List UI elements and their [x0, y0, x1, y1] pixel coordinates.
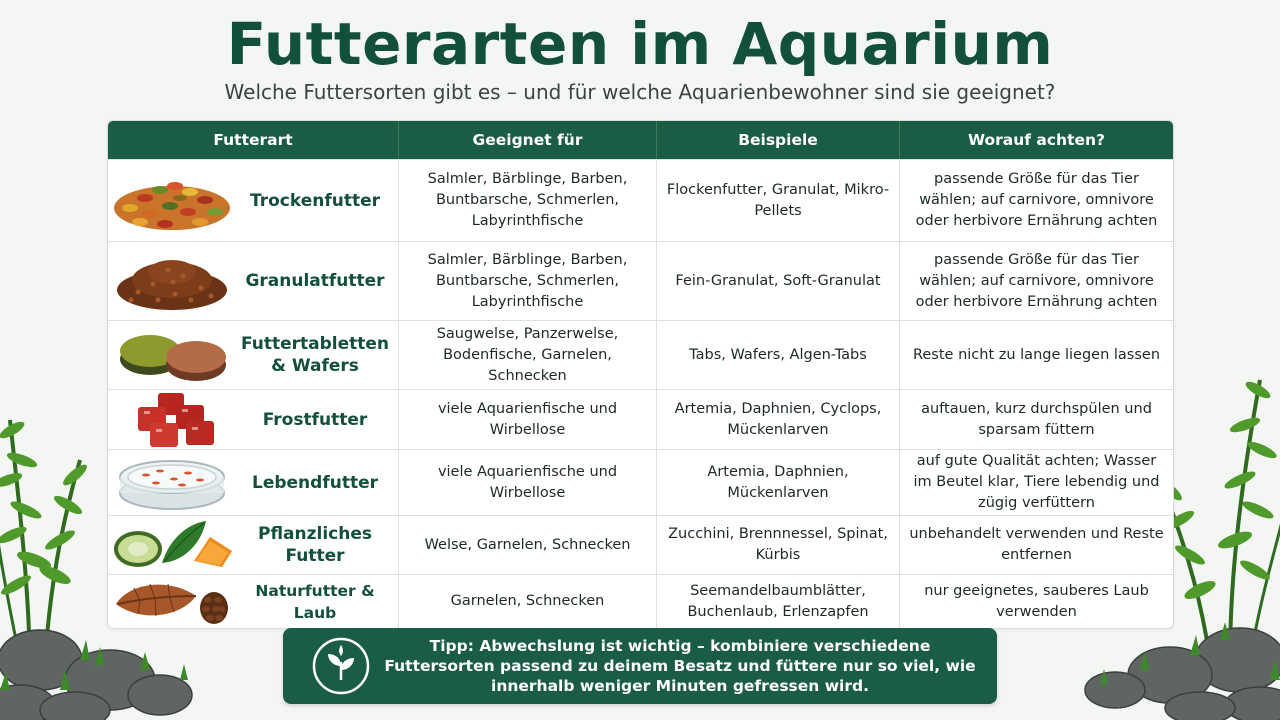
tip-box: [283, 628, 997, 704]
column-header-worauf-achten: Worauf achten?: [967, 131, 1106, 149]
examples-cell: Flockenfutter, Granulat, Mikro-Pellets: [657, 160, 900, 241]
sprout-icon: [311, 636, 371, 696]
table-row: [108, 449, 1173, 515]
examples-cell: Artemia, Daphnien, Mückenlarven: [657, 450, 900, 515]
table-row: [108, 159, 1173, 241]
column-header-beispiele: Beispiele: [657, 121, 900, 159]
notes-cell: nur geeignetes, sauberes Laub verwenden: [924, 582, 1149, 620]
type-name: Lebendfutter: [252, 472, 378, 493]
type-cell: [108, 450, 399, 515]
suitable-cell: Welse, Garnelen, Schnecken: [399, 516, 657, 574]
notes-cell: auftauen, kurz durchspülen und sparsam füttern: [921, 400, 1152, 438]
notes-cell: passende Größe für das Tier wählen; auf carnivore, omnivore oder herbivore Ernährung achten: [915, 251, 1158, 310]
type-name: Frostfutter: [262, 409, 368, 430]
table-row: [108, 389, 1173, 449]
type-cell: [108, 390, 399, 449]
tip-text: [371, 636, 997, 696]
tip-body: Abwechslung ist wichtig – kombiniere verschiedene Futtersorten passend zu deinem Besatz und füttere nur so viel, wie innerhalb weniger Minuten gefressen wird.: [384, 637, 976, 695]
page-subtitle: Welche Futtersorten gibt es – und für welche Aquarienbewohner sind sie geeignet?: [224, 80, 1056, 104]
table-row: [108, 241, 1173, 320]
examples-cell: Fein-Granulat, Soft-Granulat: [657, 242, 900, 320]
examples-cell: Tabs, Wafers, Algen-Tabs: [657, 321, 900, 389]
leaf-cone-icon: [110, 576, 234, 628]
table-header: [108, 121, 1173, 159]
suitable-cell: Saugwelse, Panzerwelse, Bodenfische, Garnelen, Schnecken: [399, 321, 657, 389]
type-cell: [108, 242, 399, 320]
type-name: Granulatfutter: [245, 271, 385, 291]
examples-cell: Zucchini, Brennnessel, Spinat, Kürbis: [657, 516, 900, 574]
table-row: [108, 320, 1173, 389]
examples-cell: Seemandelbaumblätter, Buchenlaub, Erlenzapfen: [657, 575, 900, 628]
page-title: Futterarten im Aquarium: [226, 10, 1054, 78]
table-row: [108, 574, 1173, 628]
notes-cell: Reste nicht zu lange liegen lassen: [912, 346, 1161, 363]
column-header-futterart: Futterart: [108, 121, 399, 159]
notes-cell: unbehandelt verwenden und Reste entfernen: [909, 526, 1164, 563]
live-food-dish-icon: [116, 453, 228, 513]
type-cell: [108, 516, 399, 574]
suitable-cell: Salmler, Bärblinge, Barben, Buntbarsche, Schmerlen, Labyrinthfische: [399, 160, 657, 241]
type-name: Trockenfutter: [249, 190, 380, 211]
suitable-cell: viele Aquarienfische und Wirbellose: [399, 450, 657, 515]
vegetables-icon: [110, 517, 234, 573]
flakes-icon: [110, 168, 234, 234]
suitable-cell: viele Aquarienfische und Wirbellose: [399, 390, 657, 449]
suitable-cell: Garnelen, Schnecken: [399, 575, 657, 628]
tablets-icon: [114, 325, 230, 385]
examples-cell: Artemia, Daphnien, Cyclops, Mückenlarven: [657, 390, 900, 449]
granules-icon: [113, 250, 231, 312]
type-name: Pflanzliches Futter: [257, 524, 372, 566]
type-cell: [108, 160, 399, 241]
type-name: Futtertabletten & Wafers: [240, 334, 390, 376]
tip-label: Tipp:: [429, 637, 474, 655]
notes-cell: passende Größe für das Tier wählen; auf carnivore, omnivore oder herbivore Ernährung achten: [915, 171, 1158, 229]
suitable-cell: Salmler, Bärblinge, Barben, Buntbarsche, Schmerlen, Labyrinthfische: [399, 242, 657, 320]
table-row: [108, 515, 1173, 574]
food-types-table: [107, 120, 1174, 629]
column-header-geeignet: Geeignet für: [399, 121, 657, 159]
frozen-cubes-icon: [120, 391, 224, 449]
type-cell: [108, 321, 399, 389]
type-name: Naturfutter & Laub: [255, 581, 375, 622]
notes-cell: auf gute Qualität achten; Wasser im Beutel klar, Tiere lebendig und zügig verfüttern: [913, 453, 1160, 511]
type-cell: [108, 575, 399, 628]
